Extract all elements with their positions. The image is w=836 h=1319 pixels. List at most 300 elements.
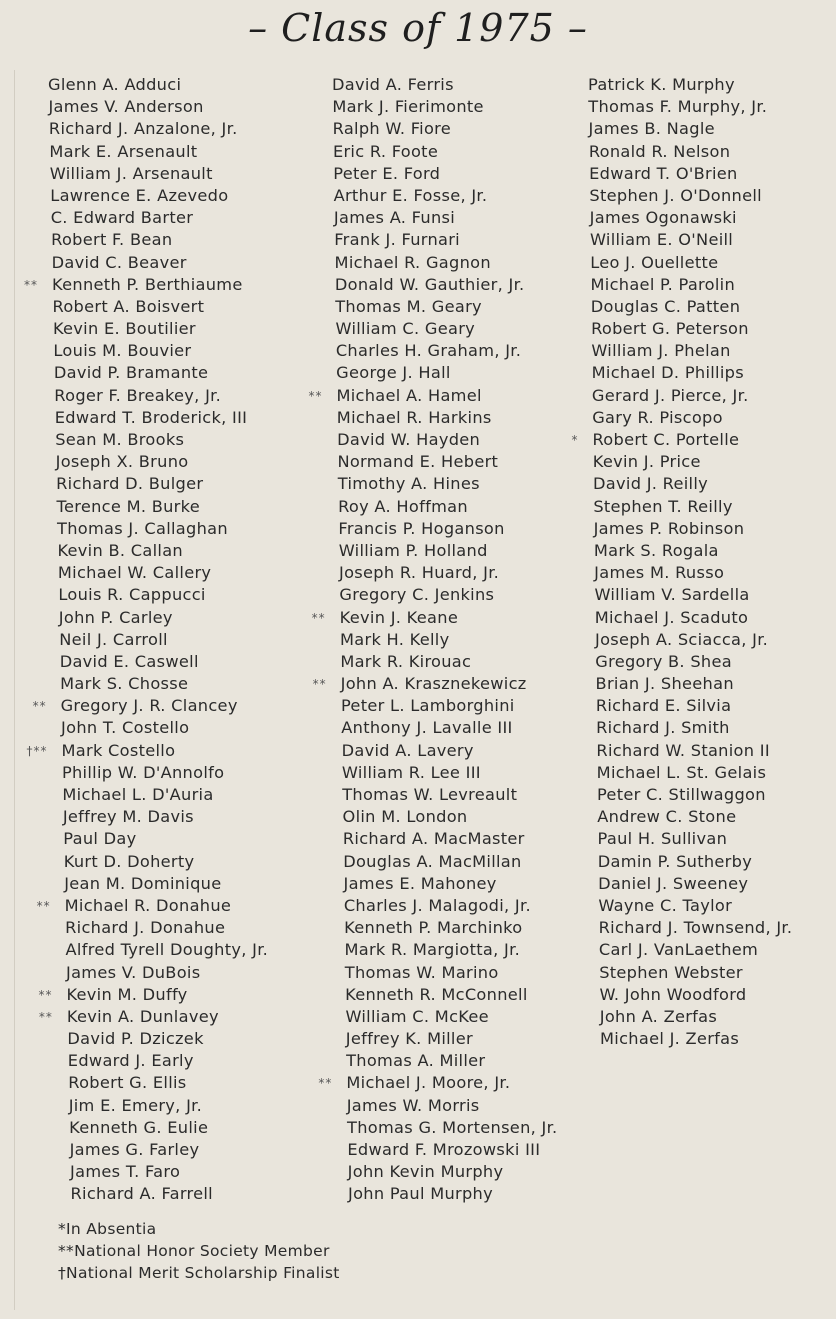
names-column-1 xyxy=(24,74,269,1206)
graduate-entry xyxy=(70,1161,268,1183)
graduate-entry xyxy=(592,385,792,407)
graduate-entry xyxy=(341,717,557,739)
graduate-name: David P. Bramante xyxy=(53,363,209,383)
graduate-entry xyxy=(333,163,557,185)
graduate-name: Olin M. London xyxy=(342,807,468,827)
graduate-entry xyxy=(343,806,558,828)
graduate-entry xyxy=(54,362,268,384)
graduate-entry xyxy=(332,96,557,118)
graduate-entry xyxy=(71,1183,269,1205)
graduate-name: Mark R. Kirouac xyxy=(340,651,472,671)
graduate-entry xyxy=(596,673,793,695)
graduate-name: Daniel J. Sweeney xyxy=(598,873,749,893)
graduate-name: Gerard J. Pierce, Jr. xyxy=(591,385,749,405)
graduate-name: Kenneth P. Berthiaume xyxy=(52,274,243,294)
graduate-entry xyxy=(589,185,792,207)
graduate-entry xyxy=(595,651,792,673)
graduate-name: Andrew C. Stone xyxy=(597,807,737,827)
graduate-entry xyxy=(342,784,557,806)
graduate-entry xyxy=(333,141,558,163)
graduate-entry xyxy=(340,651,557,673)
graduate-name: David A. Ferris xyxy=(332,75,454,94)
graduate-entry xyxy=(345,984,557,1006)
graduate-name: William R. Lee III xyxy=(341,762,481,782)
graduate-name: Richard A. Farrell xyxy=(70,1184,213,1204)
graduate-name: Mark J. Fierimonte xyxy=(332,97,484,117)
graduate-name: Michael R. Donahue xyxy=(64,895,232,915)
graduate-entry xyxy=(348,1161,558,1183)
graduate-entry xyxy=(49,141,268,163)
graduate-entry xyxy=(571,429,792,451)
graduate-name: Jean M. Dominique xyxy=(64,873,222,893)
graduate-entry xyxy=(593,496,792,518)
graduate-entry xyxy=(48,96,268,118)
graduate-name: David A. Lavery xyxy=(341,740,474,760)
graduate-entry xyxy=(593,451,793,473)
graduate-name: Kevin B. Callan xyxy=(57,540,183,560)
graduate-name: Charles H. Graham, Jr. xyxy=(335,341,522,361)
graduate-name: Thomas W. Levreault xyxy=(342,785,518,804)
graduate-name: Ronald R. Nelson xyxy=(588,141,731,161)
graduate-name: Michael J. Zerfas xyxy=(600,1029,740,1049)
graduate-name: Kevin A. Dunlavey xyxy=(66,1006,219,1026)
graduate-name: Jim E. Emery, Jr. xyxy=(68,1095,203,1115)
graduate-name: Robert G. Ellis xyxy=(68,1073,187,1093)
graduate-name: Mark H. Kelly xyxy=(340,629,450,649)
honor-mark: * xyxy=(571,433,579,447)
graduate-entry xyxy=(24,274,268,296)
graduate-entry xyxy=(56,451,268,473)
graduate-entry xyxy=(593,473,792,495)
graduate-name: Frank J. Furnari xyxy=(334,230,460,250)
graduate-name: Richard J. Smith xyxy=(596,718,730,738)
graduate-name: Richard A. MacMaster xyxy=(342,829,525,849)
graduate-name: Anthony J. Lavalle III xyxy=(341,718,513,738)
graduate-entry xyxy=(50,185,268,207)
graduate-entry xyxy=(347,1117,557,1139)
graduate-entry xyxy=(588,74,792,96)
graduate-entry xyxy=(595,607,793,629)
graduate-name: Donald W. Gauthier, Jr. xyxy=(334,274,525,294)
graduate-name: John Paul Murphy xyxy=(348,1184,493,1204)
honor-mark: ** xyxy=(38,1009,53,1024)
graduate-name: Alfred Tyrell Doughty, Jr. xyxy=(65,940,269,960)
graduate-name: Kevin E. Boutilier xyxy=(52,319,196,339)
graduate-name: Robert F. Bean xyxy=(51,230,173,250)
graduate-entry xyxy=(68,1050,268,1072)
graduate-name: Michael L. D'Auria xyxy=(62,785,214,804)
graduate-entry xyxy=(57,540,268,562)
graduate-entry xyxy=(333,118,558,140)
graduate-name: Peter C. Stillwaggon xyxy=(596,785,766,804)
graduate-entry xyxy=(312,673,558,695)
graduate-entry xyxy=(345,962,558,984)
graduate-name: Louis M. Bouvier xyxy=(53,341,192,361)
graduate-name: Gary R. Piscopo xyxy=(592,407,723,427)
graduate-entry xyxy=(38,1006,268,1028)
graduate-name: David W. Hayden xyxy=(337,430,481,449)
graduate-entry xyxy=(590,207,793,229)
graduate-entry xyxy=(344,873,558,895)
graduate-entry xyxy=(53,340,268,362)
graduate-name: Roy A. Hoffman xyxy=(338,496,468,516)
graduate-name: Leo J. Ouellette xyxy=(590,252,719,272)
graduate-name: Kurt D. Doherty xyxy=(63,851,195,871)
graduate-entry xyxy=(599,939,792,961)
graduate-entry xyxy=(339,540,558,562)
graduate-entry xyxy=(57,496,269,518)
graduate-entry xyxy=(598,828,793,850)
graduate-name: George J. Hall xyxy=(336,363,451,383)
graduate-name: Neil J. Carroll xyxy=(59,629,168,649)
graduate-entry xyxy=(62,784,268,806)
graduate-name: Eric R. Foote xyxy=(332,141,439,161)
graduate-entry xyxy=(341,695,558,717)
graduate-name: Richard W. Stanion II xyxy=(596,740,770,760)
graduate-entry xyxy=(335,296,557,318)
graduate-entry xyxy=(60,673,268,695)
graduate-entry xyxy=(599,917,793,939)
graduate-entry xyxy=(347,1095,558,1117)
graduate-entry xyxy=(308,385,557,407)
graduate-name: John Kevin Murphy xyxy=(347,1162,504,1182)
graduate-entry xyxy=(338,518,557,540)
graduate-name: Michael A. Hamel xyxy=(336,385,482,405)
graduate-name: Kevin J. Keane xyxy=(339,607,459,627)
graduate-entry xyxy=(339,584,557,606)
graduate-entry xyxy=(346,1050,557,1072)
graduate-entry xyxy=(63,806,268,828)
graduate-entry xyxy=(53,296,269,318)
graduate-name: Michael D. Phillips xyxy=(591,363,744,383)
legend xyxy=(58,1218,340,1284)
graduate-entry xyxy=(335,274,558,296)
graduate-entry xyxy=(594,562,792,584)
graduate-name: C. Edward Barter xyxy=(50,208,194,228)
graduate-name: Paul H. Sullivan xyxy=(597,829,728,849)
graduate-entry xyxy=(595,629,792,651)
graduate-entry xyxy=(598,851,793,873)
graduate-entry xyxy=(58,584,268,606)
graduate-entry xyxy=(597,762,793,784)
graduate-entry xyxy=(338,473,558,495)
graduate-name: James B. Nagle xyxy=(588,119,715,139)
graduate-name: James V. DuBois xyxy=(66,962,201,982)
graduate-entry xyxy=(346,1028,558,1050)
honor-mark: ** xyxy=(36,898,51,913)
graduate-entry xyxy=(50,163,268,185)
graduate-entry xyxy=(58,562,268,584)
graduate-name: Edward J. Early xyxy=(67,1051,194,1071)
graduate-name: William J. Phelan xyxy=(591,341,731,361)
graduate-entry xyxy=(68,1072,268,1094)
graduate-name: John P. Carley xyxy=(58,607,173,627)
graduate-name: James W. Morris xyxy=(346,1095,480,1115)
graduate-entry xyxy=(342,740,558,762)
graduate-name: Phillip W. D'Annolfo xyxy=(61,762,225,782)
graduate-entry xyxy=(59,607,268,629)
graduate-name: Douglas A. MacMillan xyxy=(343,851,522,871)
graduate-name: Michael L. St. Gelais xyxy=(596,762,767,782)
graduate-name: James A. Funsi xyxy=(333,208,456,228)
graduate-entry xyxy=(337,429,557,451)
honor-mark: ** xyxy=(38,987,53,1002)
graduate-entry xyxy=(334,207,558,229)
graduate-entry xyxy=(338,496,557,518)
graduate-name: Richard E. Silvia xyxy=(595,696,732,716)
graduate-name: Kenneth G. Eulie xyxy=(69,1117,209,1137)
graduate-name: Michael R. Gagnon xyxy=(334,252,491,272)
graduate-name: John A. Zerfas xyxy=(599,1006,718,1026)
graduate-name: William V. Sardella xyxy=(594,585,750,605)
graduate-name: Gregory J. R. Clancey xyxy=(60,696,238,716)
graduate-name: Stephen J. O'Donnell xyxy=(589,185,762,205)
graduate-name: Richard J. Townsend, Jr. xyxy=(598,918,793,938)
graduate-name: Edward T. O'Brien xyxy=(589,163,738,183)
graduate-entry xyxy=(344,939,557,961)
graduate-entry xyxy=(590,252,792,274)
graduate-entry xyxy=(594,584,792,606)
graduate-entry xyxy=(336,340,558,362)
graduate-name: Edward F. Mrozowski III xyxy=(347,1140,541,1159)
graduate-entry xyxy=(55,429,268,451)
graduate-name: Joseph A. Sciacca, Jr. xyxy=(595,629,769,649)
graduate-name: William C. McKee xyxy=(345,1006,489,1026)
graduate-entry xyxy=(332,74,558,96)
graduate-name: Michael J. Moore, Jr. xyxy=(346,1073,511,1093)
graduate-name: Mark R. Margiotta, Jr. xyxy=(344,940,521,960)
graduate-entry xyxy=(64,851,268,873)
graduate-name: Damin P. Sutherby xyxy=(597,851,753,871)
graduate-entry xyxy=(589,118,793,140)
graduate-entry xyxy=(591,340,792,362)
graduate-entry xyxy=(51,229,268,251)
graduate-entry xyxy=(599,962,792,984)
graduate-entry xyxy=(592,362,793,384)
graduate-name: Sean M. Brooks xyxy=(55,430,185,449)
graduate-entry xyxy=(592,407,792,429)
graduate-name: Edward T. Broderick, III xyxy=(54,407,248,427)
graduate-name: Michael J. Scaduto xyxy=(594,607,749,627)
graduate-name: James M. Russo xyxy=(594,563,725,583)
graduate-name: Robert A. Boisvert xyxy=(52,296,205,316)
graduate-name: Arthur E. Fosse, Jr. xyxy=(333,185,488,205)
graduate-name: Joseph R. Huard, Jr. xyxy=(339,563,500,583)
graduate-entry xyxy=(69,1117,268,1139)
graduate-entry xyxy=(67,1028,268,1050)
graduate-entry xyxy=(63,828,268,850)
graduate-name: Michael P. Parolin xyxy=(590,274,736,294)
graduate-name: Stephen T. Reilly xyxy=(593,496,733,516)
graduate-name: Mark S. Rogala xyxy=(593,540,719,560)
graduate-entry xyxy=(337,451,557,473)
graduate-name: Kenneth R. McConnell xyxy=(345,984,528,1004)
graduate-entry xyxy=(335,252,558,274)
graduate-name: John A. Krasznekewicz xyxy=(340,674,527,694)
graduate-name: William P. Holland xyxy=(338,540,488,560)
graduate-name: Robert G. Peterson xyxy=(591,319,749,339)
graduate-entry xyxy=(59,629,268,651)
graduate-entry xyxy=(594,540,792,562)
graduate-name: Kevin M. Duffy xyxy=(66,984,188,1004)
graduate-entry xyxy=(598,873,792,895)
graduate-entry xyxy=(49,118,268,140)
graduate-name: Thomas F. Murphy, Jr. xyxy=(588,97,768,117)
graduate-entry xyxy=(343,828,558,850)
graduate-entry xyxy=(597,806,792,828)
graduate-name: James E. Mahoney xyxy=(343,873,497,893)
graduate-entry xyxy=(340,629,558,651)
graduate-name: David E. Caswell xyxy=(59,651,199,671)
graduate-entry xyxy=(591,296,793,318)
legend-merit-finalist: †National Merit Scholarship Finalist xyxy=(58,1264,340,1282)
graduate-name: Lawrence E. Azevedo xyxy=(50,185,229,205)
graduate-name: James Ogonawski xyxy=(589,208,737,228)
graduate-entry xyxy=(61,717,268,739)
graduate-name: Patrick K. Murphy xyxy=(588,75,735,94)
graduate-name: William J. Arsenault xyxy=(49,163,213,183)
graduate-entry xyxy=(66,962,268,984)
graduate-name: W. John Woodford xyxy=(599,984,747,1004)
graduate-name: Roger F. Breakey, Jr. xyxy=(54,385,222,405)
graduate-entry xyxy=(600,1028,792,1050)
graduate-entry xyxy=(26,740,269,762)
graduate-name: John T. Costello xyxy=(61,718,190,738)
graduate-entry xyxy=(70,1139,269,1161)
graduate-name: Joseph X. Bruno xyxy=(55,452,189,472)
graduate-entry xyxy=(596,695,793,717)
honor-mark: ** xyxy=(318,1076,333,1091)
graduate-name: Jeffrey M. Davis xyxy=(62,807,194,827)
graduate-entry xyxy=(596,717,792,739)
graduate-entry xyxy=(55,407,268,429)
graduate-name: Thomas M. Geary xyxy=(335,296,482,316)
graduate-entry xyxy=(51,207,268,229)
legend-honor-society: **National Honor Society Member xyxy=(58,1242,330,1260)
graduate-name: Normand E. Hebert xyxy=(337,452,499,472)
graduate-name: Kevin J. Price xyxy=(592,452,701,472)
graduate-name: Paul Day xyxy=(63,829,137,849)
graduate-entry xyxy=(344,895,558,917)
graduate-entry xyxy=(589,141,793,163)
graduate-entry xyxy=(596,740,792,762)
graduate-name: David J. Reilly xyxy=(593,474,709,494)
graduate-name: Michael W. Callery xyxy=(57,563,212,583)
graduate-name: Peter L. Lamborghini xyxy=(340,696,515,716)
graduate-entry xyxy=(311,607,558,629)
graduate-name: Thomas G. Mortensen, Jr. xyxy=(347,1117,558,1137)
graduate-name: Louis R. Cappucci xyxy=(58,585,206,605)
graduate-name: Terence M. Burke xyxy=(56,496,200,516)
honor-mark: ** xyxy=(24,277,39,292)
graduate-name: Stephen Webster xyxy=(599,962,743,982)
graduate-entry xyxy=(53,318,268,340)
graduate-entry xyxy=(48,74,268,96)
graduate-entry xyxy=(589,163,792,185)
graduate-entry xyxy=(336,318,558,340)
graduate-entry xyxy=(591,274,793,296)
graduate-name: Kenneth P. Marchinko xyxy=(344,918,523,938)
graduate-name: Mark S. Chosse xyxy=(60,674,189,694)
graduate-entry xyxy=(345,1006,557,1028)
graduate-entry xyxy=(38,984,268,1006)
graduate-name: Thomas W. Marino xyxy=(344,962,499,982)
graduate-entry xyxy=(65,917,268,939)
graduate-name: Glenn A. Adduci xyxy=(48,75,182,94)
graduate-name: Robert C. Portelle xyxy=(592,430,740,449)
graduate-entry xyxy=(57,518,268,540)
graduate-entry xyxy=(600,1006,793,1028)
graduate-name: Mark Costello xyxy=(61,740,176,760)
graduate-entry xyxy=(342,762,558,784)
graduate-name: James G. Farley xyxy=(69,1140,200,1159)
honor-mark: ** xyxy=(312,677,327,692)
graduate-entry xyxy=(347,1139,557,1161)
names-column-2 xyxy=(308,74,558,1206)
graduate-entry xyxy=(56,473,268,495)
graduate-entry xyxy=(348,1183,558,1205)
graduate-entry xyxy=(60,651,268,673)
honor-mark: ** xyxy=(32,699,47,714)
graduate-name: Douglas C. Patten xyxy=(590,296,741,316)
honor-mark: ** xyxy=(311,610,326,625)
graduate-name: Thomas A. Miller xyxy=(346,1051,486,1071)
graduate-entry xyxy=(32,695,269,717)
graduate-name: Richard J. Donahue xyxy=(65,918,226,938)
graduate-entry xyxy=(64,873,268,895)
graduate-name: Carl J. VanLaethem xyxy=(598,940,759,960)
graduate-name: Thomas J. Callaghan xyxy=(57,518,228,538)
page-title: – Class of 1975 – xyxy=(248,6,588,50)
graduate-name: Wayne C. Taylor xyxy=(598,895,733,915)
graduate-name: Timothy A. Hines xyxy=(337,474,480,494)
graduate-name: Brian J. Sheehan xyxy=(595,674,734,694)
graduate-entry xyxy=(594,518,793,540)
graduate-entry xyxy=(334,185,558,207)
graduate-name: Ralph W. Fiore xyxy=(332,119,452,139)
graduate-entry xyxy=(318,1072,557,1094)
honor-mark: †** xyxy=(26,743,48,758)
graduate-entry xyxy=(36,895,268,917)
graduate-name: Richard D. Bulger xyxy=(56,474,204,494)
graduate-entry xyxy=(66,939,269,961)
graduate-entry xyxy=(590,229,792,251)
graduate-name: Gregory C. Jenkins xyxy=(339,585,495,605)
graduate-entry xyxy=(336,362,557,384)
graduate-name: James V. Anderson xyxy=(48,97,204,117)
graduate-entry xyxy=(339,562,557,584)
names-column-3 xyxy=(571,74,793,1050)
graduate-name: David C. Beaver xyxy=(51,252,187,272)
page-edge-line xyxy=(14,70,15,1310)
graduate-entry xyxy=(344,917,557,939)
graduate-name: James P. Robinson xyxy=(593,518,745,538)
graduate-name: Charles J. Malagodi, Jr. xyxy=(343,895,531,915)
graduate-name: Mark E. Arsenault xyxy=(49,141,198,161)
graduate-entry xyxy=(337,407,558,429)
graduate-name: Francis P. Hoganson xyxy=(338,518,505,538)
graduate-name: Richard J. Anzalone, Jr. xyxy=(48,119,238,139)
graduate-entry xyxy=(588,96,792,118)
graduate-name: James T. Faro xyxy=(70,1162,181,1182)
legend-in-absentia: *In Absentia xyxy=(58,1220,157,1238)
honor-mark: ** xyxy=(308,388,323,403)
graduate-name: Peter E. Ford xyxy=(333,163,441,183)
graduate-entry xyxy=(597,784,792,806)
graduate-name: Jeffrey K. Miller xyxy=(345,1029,473,1049)
graduate-entry xyxy=(334,229,557,251)
graduate-name: David P. Dziczek xyxy=(67,1029,204,1049)
